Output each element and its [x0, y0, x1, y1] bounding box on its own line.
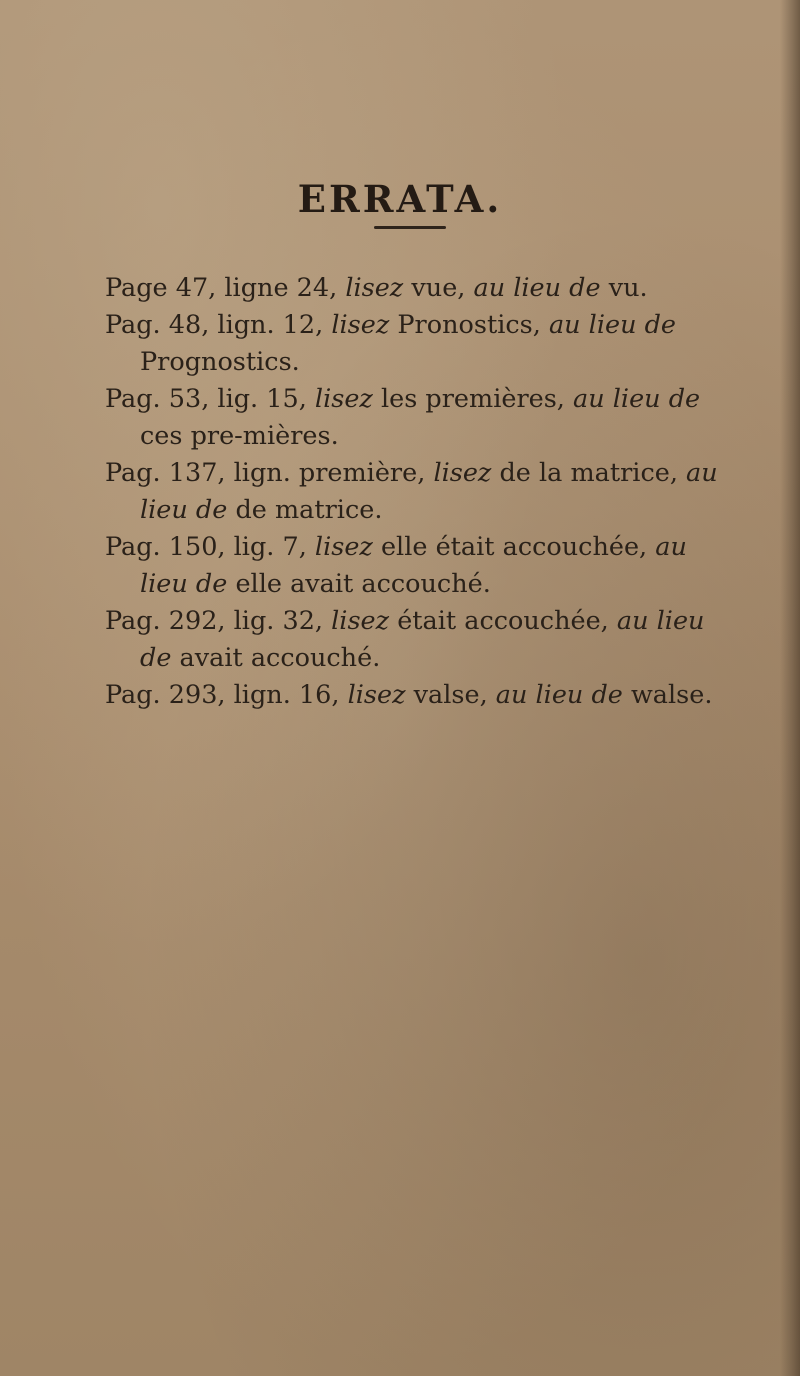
errata-entry [105, 270, 725, 307]
entry-correct-text: vue, [411, 273, 466, 303]
entry-reference: Pag. 150, lig. 7, [105, 532, 307, 562]
entry-lisez: lisez [331, 606, 390, 636]
errata-list [105, 270, 725, 714]
entry-correct-text: valse, [413, 680, 488, 710]
entry-reference: Pag. 53, lig. 15, [105, 384, 307, 414]
entry-lisez: lisez [314, 532, 373, 562]
errata-entry [105, 455, 725, 529]
page-title: ERRATA. [297, 176, 503, 221]
entry-correct-text: Pronostics, [397, 310, 541, 340]
entry-au-lieu-de: au lieu de [140, 532, 687, 599]
entry-reference: Pag. 292, lig. 32, [105, 606, 324, 636]
entry-au-lieu-de: au lieu de [140, 606, 705, 673]
entry-au-lieu-de: au lieu de [495, 680, 623, 710]
entry-wrong-text: vu. [608, 273, 648, 303]
entry-correct-text: de la matrice, [499, 458, 678, 488]
entry-reference: Pag. 48, lign. 12, [105, 310, 324, 340]
entry-reference: Page 47, ligne 24, [105, 273, 338, 303]
entry-wrong-text: elle avait accouché. [235, 569, 491, 599]
entry-wrong-text: de matrice. [235, 495, 383, 525]
title-rule [374, 226, 446, 229]
entry-wrong-text: avait accouché. [179, 643, 381, 673]
entry-wrong-text: walse. [630, 680, 713, 710]
entry-reference: Pag. 293, lign. 16, [105, 680, 340, 710]
errata-entry [105, 381, 725, 455]
entry-correct-text: était accouchée, [397, 606, 609, 636]
entry-correct-text: les premières, [380, 384, 565, 414]
entry-correct-text: elle était accouchée, [380, 532, 648, 562]
errata-entry [105, 307, 725, 381]
entry-lisez: lisez [331, 310, 390, 340]
entry-wrong-text: ces pre-mières. [140, 421, 339, 451]
entry-lisez: lisez [345, 273, 404, 303]
entry-lisez: lisez [347, 680, 406, 710]
errata-entry [105, 677, 725, 714]
errata-entry [105, 529, 725, 603]
entry-wrong-text: Prognostics. [140, 347, 300, 377]
entry-lisez: lisez [433, 458, 492, 488]
entry-au-lieu-de: au lieu de [473, 273, 601, 303]
entry-au-lieu-de: au lieu de [140, 458, 718, 525]
entry-lisez: lisez [314, 384, 373, 414]
errata-entry [105, 603, 725, 677]
entry-au-lieu-de: au lieu de [573, 384, 701, 414]
entry-reference: Pag. 137, lign. première, [105, 458, 426, 488]
entry-au-lieu-de: au lieu de [548, 310, 677, 340]
